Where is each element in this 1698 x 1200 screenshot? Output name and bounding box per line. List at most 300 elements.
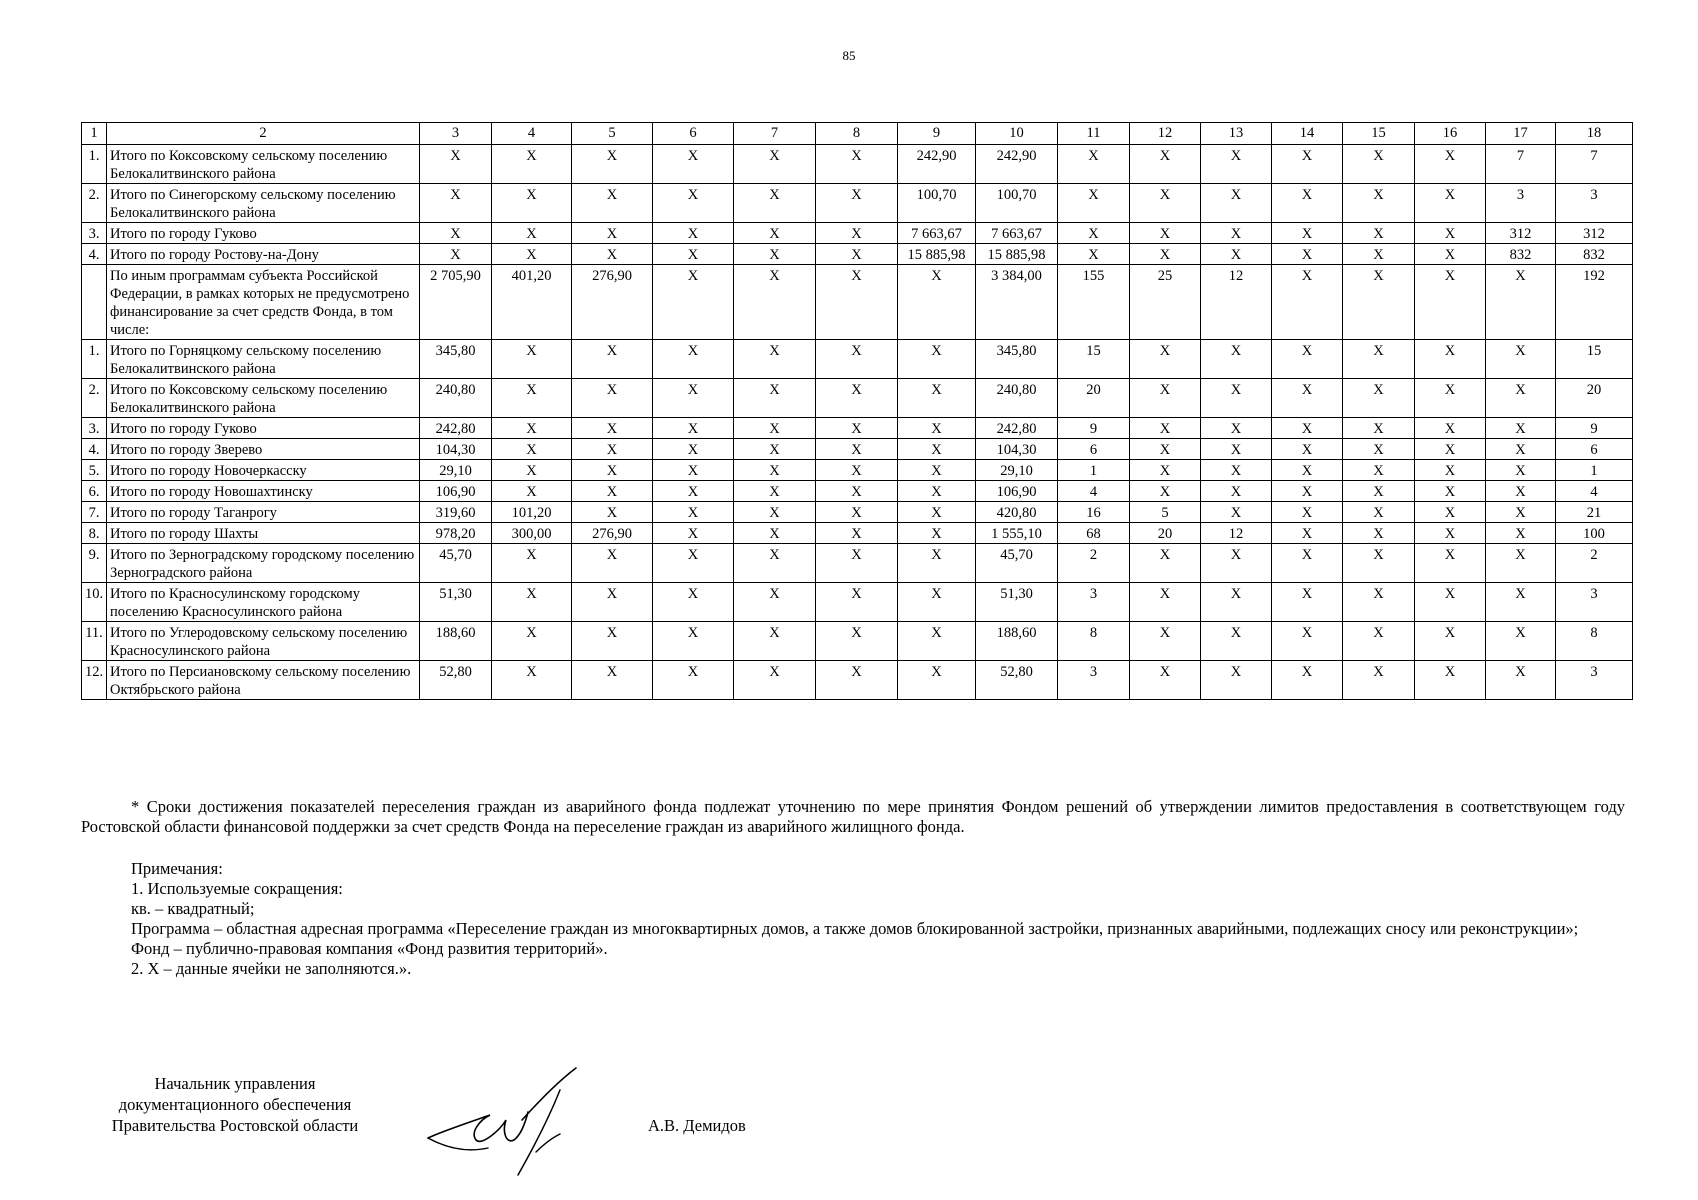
table-cell: X (734, 340, 816, 379)
table-cell: X (898, 622, 976, 661)
row-name: Итого по городу Новошахтинску (107, 481, 420, 502)
row-number: 2. (82, 379, 107, 418)
row-name: Итого по городу Гуково (107, 418, 420, 439)
signer-name: А.В. Демидов (648, 1116, 746, 1135)
table-cell: 832 (1486, 244, 1556, 265)
table-row (82, 502, 1633, 523)
table-cell: X (1343, 184, 1415, 223)
table-row (82, 265, 1633, 340)
table-cell: X (1343, 502, 1415, 523)
table-cell: 8 (1556, 622, 1633, 661)
row-number: 12. (82, 661, 107, 700)
table-cell: 300,00 (492, 523, 572, 544)
table-cell: 4 (1556, 481, 1633, 502)
row-number: 5. (82, 460, 107, 481)
table-cell: 2 705,90 (420, 265, 492, 340)
table-cell: X (1343, 661, 1415, 700)
table-cell: 312 (1556, 223, 1633, 244)
table-cell: 51,30 (976, 583, 1058, 622)
table-cell: X (816, 622, 898, 661)
table-cell: X (734, 460, 816, 481)
table-cell: X (816, 523, 898, 544)
table-cell: X (734, 622, 816, 661)
table-cell: X (898, 439, 976, 460)
table-cell: X (1201, 418, 1272, 439)
table-cell: 319,60 (420, 502, 492, 523)
table-cell: 242,90 (976, 145, 1058, 184)
table-cell: X (572, 460, 653, 481)
table-cell: X (1486, 544, 1556, 583)
table-cell: 20 (1556, 379, 1633, 418)
table-cell: 242,80 (420, 418, 492, 439)
table-cell: X (1272, 502, 1343, 523)
table-cell: X (1201, 481, 1272, 502)
table-cell: 276,90 (572, 523, 653, 544)
table-cell: X (898, 661, 976, 700)
row-name: Итого по Углеродовскому сельскому поселению Красносулинского района (107, 622, 420, 661)
column-header: 9 (898, 123, 976, 145)
table-cell: X (492, 622, 572, 661)
column-header: 15 (1343, 123, 1415, 145)
table-cell: 16 (1058, 502, 1130, 523)
abbreviation-program: Программа – областная адресная программа «Переселение граждан из многоквартирных домов, а также домов блокированной застройки, признанных аварийными, подлежащих сносу или реконструкции»; (131, 919, 1579, 938)
table-header-row (82, 123, 1633, 145)
table-cell: X (572, 502, 653, 523)
table-cell: X (1130, 661, 1201, 700)
table-cell: X (816, 544, 898, 583)
table-cell: X (572, 184, 653, 223)
table-row (82, 418, 1633, 439)
row-number: 10. (82, 583, 107, 622)
table-cell: X (1272, 460, 1343, 481)
row-number: 6. (82, 481, 107, 502)
table-cell: 188,60 (976, 622, 1058, 661)
table-row (82, 184, 1633, 223)
table-cell: X (734, 223, 816, 244)
table-cell: X (1272, 184, 1343, 223)
table-row (82, 244, 1633, 265)
table-cell: 832 (1556, 244, 1633, 265)
table-cell: X (572, 244, 653, 265)
table-cell: 106,90 (420, 481, 492, 502)
row-name: Итого по Красносулинскому городскому поселению Красносулинского района (107, 583, 420, 622)
table-cell: X (420, 145, 492, 184)
table-cell: X (572, 340, 653, 379)
table-cell: 106,90 (976, 481, 1058, 502)
table-cell: X (653, 661, 734, 700)
table-cell: X (734, 145, 816, 184)
row-number: 3. (82, 418, 107, 439)
table-cell: X (1415, 439, 1486, 460)
footnote: * Сроки достижения показателей переселения граждан из аварийного фонда подлежат уточнению по мере принятия Фондом решений об утверждении лимитов предоставления в соответствующем году Ростовской области финансовой поддержки за счет средств Фонда на переселение граждан из аварийного жилищного фонда. (81, 797, 1625, 836)
table-cell: X (1201, 502, 1272, 523)
table-cell: 15 885,98 (976, 244, 1058, 265)
table-cell: X (1343, 544, 1415, 583)
table-cell: X (1201, 622, 1272, 661)
table-cell: X (1343, 244, 1415, 265)
table-cell: 192 (1556, 265, 1633, 340)
table-cell: X (898, 481, 976, 502)
table-cell: 7 (1486, 145, 1556, 184)
table-cell: X (816, 583, 898, 622)
table-cell: X (653, 460, 734, 481)
table-cell: X (1343, 418, 1415, 439)
table-cell: X (1415, 622, 1486, 661)
table-cell: X (1272, 379, 1343, 418)
row-number: 7. (82, 502, 107, 523)
table-cell: X (653, 145, 734, 184)
signatory-title-line: документационного обеспечения (118, 1095, 352, 1114)
table-cell: X (898, 460, 976, 481)
table-cell: 52,80 (976, 661, 1058, 700)
table-cell: 104,30 (420, 439, 492, 460)
table-cell: X (734, 583, 816, 622)
table-row (82, 223, 1633, 244)
table-cell: 20 (1058, 379, 1130, 418)
table-cell: X (1272, 439, 1343, 460)
table-cell: 242,80 (976, 418, 1058, 439)
table-cell: X (1130, 184, 1201, 223)
table-cell: X (1130, 439, 1201, 460)
table-cell: X (1343, 481, 1415, 502)
table-cell: X (653, 523, 734, 544)
table-cell: X (1058, 244, 1130, 265)
table-cell: X (1486, 502, 1556, 523)
table-cell: X (492, 439, 572, 460)
table-cell: X (1272, 145, 1343, 184)
table-cell: X (1343, 379, 1415, 418)
column-header: 7 (734, 123, 816, 145)
table-cell: X (1415, 244, 1486, 265)
table-cell: 240,80 (420, 379, 492, 418)
table-row (82, 523, 1633, 544)
table-cell: 3 (1556, 184, 1633, 223)
table-cell: X (734, 544, 816, 583)
table-cell: X (816, 379, 898, 418)
table-cell: X (898, 583, 976, 622)
table-cell: X (492, 379, 572, 418)
table-cell: 420,80 (976, 502, 1058, 523)
table-cell: X (1201, 544, 1272, 583)
table-cell: X (1130, 460, 1201, 481)
table-cell: 3 (1556, 661, 1633, 700)
table-cell: X (816, 244, 898, 265)
column-header: 16 (1415, 123, 1486, 145)
table-cell: X (1415, 523, 1486, 544)
column-header: 14 (1272, 123, 1343, 145)
table-cell: X (1201, 223, 1272, 244)
table-cell: 9 (1058, 418, 1130, 439)
table-cell: X (1486, 583, 1556, 622)
table-cell: X (492, 418, 572, 439)
table-cell: X (1130, 223, 1201, 244)
table-cell: X (1272, 583, 1343, 622)
table-cell: X (1272, 622, 1343, 661)
table-cell: X (1486, 661, 1556, 700)
column-header: 2 (107, 123, 420, 145)
table-cell: X (816, 418, 898, 439)
table-cell: X (734, 502, 816, 523)
table-cell: 15 (1058, 340, 1130, 379)
table-cell: X (816, 340, 898, 379)
table-cell: X (492, 223, 572, 244)
table-cell: X (898, 379, 976, 418)
table-cell: X (1343, 340, 1415, 379)
row-name: Итого по городу Таганрогу (107, 502, 420, 523)
table-cell: X (492, 184, 572, 223)
table-cell: X (1486, 340, 1556, 379)
table-cell: X (653, 418, 734, 439)
table-cell: X (1343, 145, 1415, 184)
table-cell: X (1201, 379, 1272, 418)
column-header: 17 (1486, 123, 1556, 145)
table-cell: 240,80 (976, 379, 1058, 418)
table-cell: X (1415, 265, 1486, 340)
column-header: 10 (976, 123, 1058, 145)
row-name: По иным программам субъекта Российской Федерации, в рамках которых не предусмотрено финансирование за счет средств Фонда, в том числе: (107, 265, 420, 340)
table-cell: X (734, 244, 816, 265)
table-cell: 51,30 (420, 583, 492, 622)
row-name: Итого по городу Зверево (107, 439, 420, 460)
table-cell: X (1415, 583, 1486, 622)
table-cell: 3 (1058, 583, 1130, 622)
row-name: Итого по городу Гуково (107, 223, 420, 244)
table-cell: X (1415, 223, 1486, 244)
table-cell: X (816, 184, 898, 223)
table-cell: X (1272, 544, 1343, 583)
column-header: 8 (816, 123, 898, 145)
table-cell: 345,80 (976, 340, 1058, 379)
table-cell: 3 384,00 (976, 265, 1058, 340)
table-cell: 2 (1058, 544, 1130, 583)
table-cell: X (1415, 379, 1486, 418)
table-cell: 100,70 (898, 184, 976, 223)
table-cell: 401,20 (492, 265, 572, 340)
table-cell: X (734, 265, 816, 340)
table-cell: 52,80 (420, 661, 492, 700)
table-cell: X (572, 661, 653, 700)
table-cell: X (1201, 460, 1272, 481)
table-cell: X (1272, 661, 1343, 700)
table-cell: X (1415, 502, 1486, 523)
table-row (82, 379, 1633, 418)
table-cell: X (1201, 340, 1272, 379)
table-cell: 978,20 (420, 523, 492, 544)
table-cell: 45,70 (976, 544, 1058, 583)
table-cell: 21 (1556, 502, 1633, 523)
table-cell: X (898, 523, 976, 544)
table-cell: 4 (1058, 481, 1130, 502)
row-number: 1. (82, 340, 107, 379)
table-cell: X (898, 340, 976, 379)
table-cell: X (420, 184, 492, 223)
table-cell: 312 (1486, 223, 1556, 244)
table-row (82, 340, 1633, 379)
table-cell: X (1058, 223, 1130, 244)
row-number: 3. (82, 223, 107, 244)
table-cell: X (572, 544, 653, 583)
table-cell: X (1272, 418, 1343, 439)
row-name: Итого по городу Ростову-на-Дону (107, 244, 420, 265)
table-cell: X (1130, 481, 1201, 502)
row-number: 8. (82, 523, 107, 544)
table-cell: X (1058, 184, 1130, 223)
table-cell: X (1486, 481, 1556, 502)
table-cell: 101,20 (492, 502, 572, 523)
table-cell: X (1415, 460, 1486, 481)
table-cell: 25 (1130, 265, 1201, 340)
table-cell: X (816, 661, 898, 700)
column-header: 11 (1058, 123, 1130, 145)
resettlement-table (81, 122, 1633, 700)
signatory-title (80, 1073, 390, 1136)
column-header: 5 (572, 123, 653, 145)
notes-section (81, 859, 1625, 979)
table-cell: X (734, 379, 816, 418)
table-cell: X (1415, 184, 1486, 223)
table-cell: X (1201, 583, 1272, 622)
table-cell: X (1415, 145, 1486, 184)
table-cell: X (816, 481, 898, 502)
table-cell: X (1343, 583, 1415, 622)
table-cell: X (572, 583, 653, 622)
table-cell: X (1415, 340, 1486, 379)
table-cell: X (1486, 265, 1556, 340)
table-cell: X (1415, 418, 1486, 439)
table-cell: X (1486, 523, 1556, 544)
signatory-title-line: Правительства Ростовской области (111, 1116, 359, 1135)
table-cell: X (1130, 583, 1201, 622)
table-cell: X (1415, 481, 1486, 502)
table-cell: X (1486, 439, 1556, 460)
page-number: 85 (842, 48, 856, 63)
column-header: 3 (420, 123, 492, 145)
table-cell: X (572, 223, 653, 244)
table-cell: X (1130, 622, 1201, 661)
table-cell: X (572, 439, 653, 460)
row-name: Итого по Синегорскому сельскому поселению Белокалитвинского района (107, 184, 420, 223)
table-cell: X (898, 502, 976, 523)
row-number: 2. (82, 184, 107, 223)
table-cell: 6 (1556, 439, 1633, 460)
table-cell: 68 (1058, 523, 1130, 544)
table-cell: X (1201, 244, 1272, 265)
table-cell: X (1415, 544, 1486, 583)
table-cell: X (653, 340, 734, 379)
table-cell: X (734, 661, 816, 700)
table-cell: 242,90 (898, 145, 976, 184)
table-cell: 15 885,98 (898, 244, 976, 265)
table-row (82, 622, 1633, 661)
row-name: Итого по Горняцкому сельскому поселению Белокалитвинского района (107, 340, 420, 379)
row-name: Итого по городу Новочеркасску (107, 460, 420, 481)
table-row (82, 481, 1633, 502)
table-cell: X (1272, 340, 1343, 379)
abbreviation-kv: кв. – квадратный; (131, 899, 255, 918)
table-cell: X (492, 145, 572, 184)
notes-item-1: 1. Используемые сокращения: (131, 879, 343, 898)
table-cell: X (1486, 460, 1556, 481)
table-cell: X (1201, 184, 1272, 223)
table-cell: X (1486, 418, 1556, 439)
table-cell: X (572, 418, 653, 439)
table-cell: X (492, 340, 572, 379)
table-cell: 5 (1130, 502, 1201, 523)
table-cell: X (1415, 661, 1486, 700)
table-cell: X (1130, 379, 1201, 418)
table-cell: X (492, 661, 572, 700)
row-name: Итого по Персиановскому сельскому поселению Октябрьского района (107, 661, 420, 700)
table-cell: X (816, 502, 898, 523)
column-header: 13 (1201, 123, 1272, 145)
table-cell: X (816, 460, 898, 481)
table-cell: 1 (1058, 460, 1130, 481)
table-cell: X (492, 460, 572, 481)
table-cell: X (1272, 244, 1343, 265)
table-cell: X (1130, 418, 1201, 439)
table-cell: X (572, 379, 653, 418)
table-cell: X (653, 244, 734, 265)
table-cell: X (816, 223, 898, 244)
table-cell: X (734, 523, 816, 544)
table-cell: X (1201, 661, 1272, 700)
table-cell: 20 (1130, 523, 1201, 544)
table-cell: 8 (1058, 622, 1130, 661)
table-cell: X (653, 223, 734, 244)
table-cell: X (1486, 622, 1556, 661)
handwritten-signature (410, 1060, 630, 1180)
table-cell: X (816, 145, 898, 184)
table-row (82, 439, 1633, 460)
table-cell: 45,70 (420, 544, 492, 583)
row-number: 11. (82, 622, 107, 661)
table-cell: X (898, 265, 976, 340)
table-cell: X (1343, 439, 1415, 460)
table-cell: X (653, 502, 734, 523)
notes-item-2: 2. Х – данные ячейки не заполняются.». (131, 959, 412, 978)
table-cell: 15 (1556, 340, 1633, 379)
table-cell: 104,30 (976, 439, 1058, 460)
column-header: 4 (492, 123, 572, 145)
table-cell: X (492, 244, 572, 265)
table-cell: X (420, 244, 492, 265)
table-cell: X (653, 583, 734, 622)
row-name: Итого по городу Шахты (107, 523, 420, 544)
table-cell: 155 (1058, 265, 1130, 340)
table-cell: 6 (1058, 439, 1130, 460)
row-number: 9. (82, 544, 107, 583)
table-cell: X (1343, 223, 1415, 244)
table-cell: X (898, 418, 976, 439)
table-cell: X (1272, 223, 1343, 244)
table-cell: 188,60 (420, 622, 492, 661)
table-cell: 1 (1556, 460, 1633, 481)
table-row (82, 583, 1633, 622)
table-cell: X (734, 418, 816, 439)
table-cell: X (734, 439, 816, 460)
table-cell: X (653, 544, 734, 583)
table-cell: 345,80 (420, 340, 492, 379)
table-cell: X (653, 439, 734, 460)
table-cell: X (492, 481, 572, 502)
table-cell: X (1272, 523, 1343, 544)
table-cell: X (653, 265, 734, 340)
notes-heading: Примечания: (131, 859, 223, 878)
table-cell: X (816, 439, 898, 460)
abbreviation-fund: Фонд – публично-правовая компания «Фонд развития территорий». (131, 939, 608, 958)
table-cell: X (1272, 265, 1343, 340)
table-cell: X (1130, 340, 1201, 379)
